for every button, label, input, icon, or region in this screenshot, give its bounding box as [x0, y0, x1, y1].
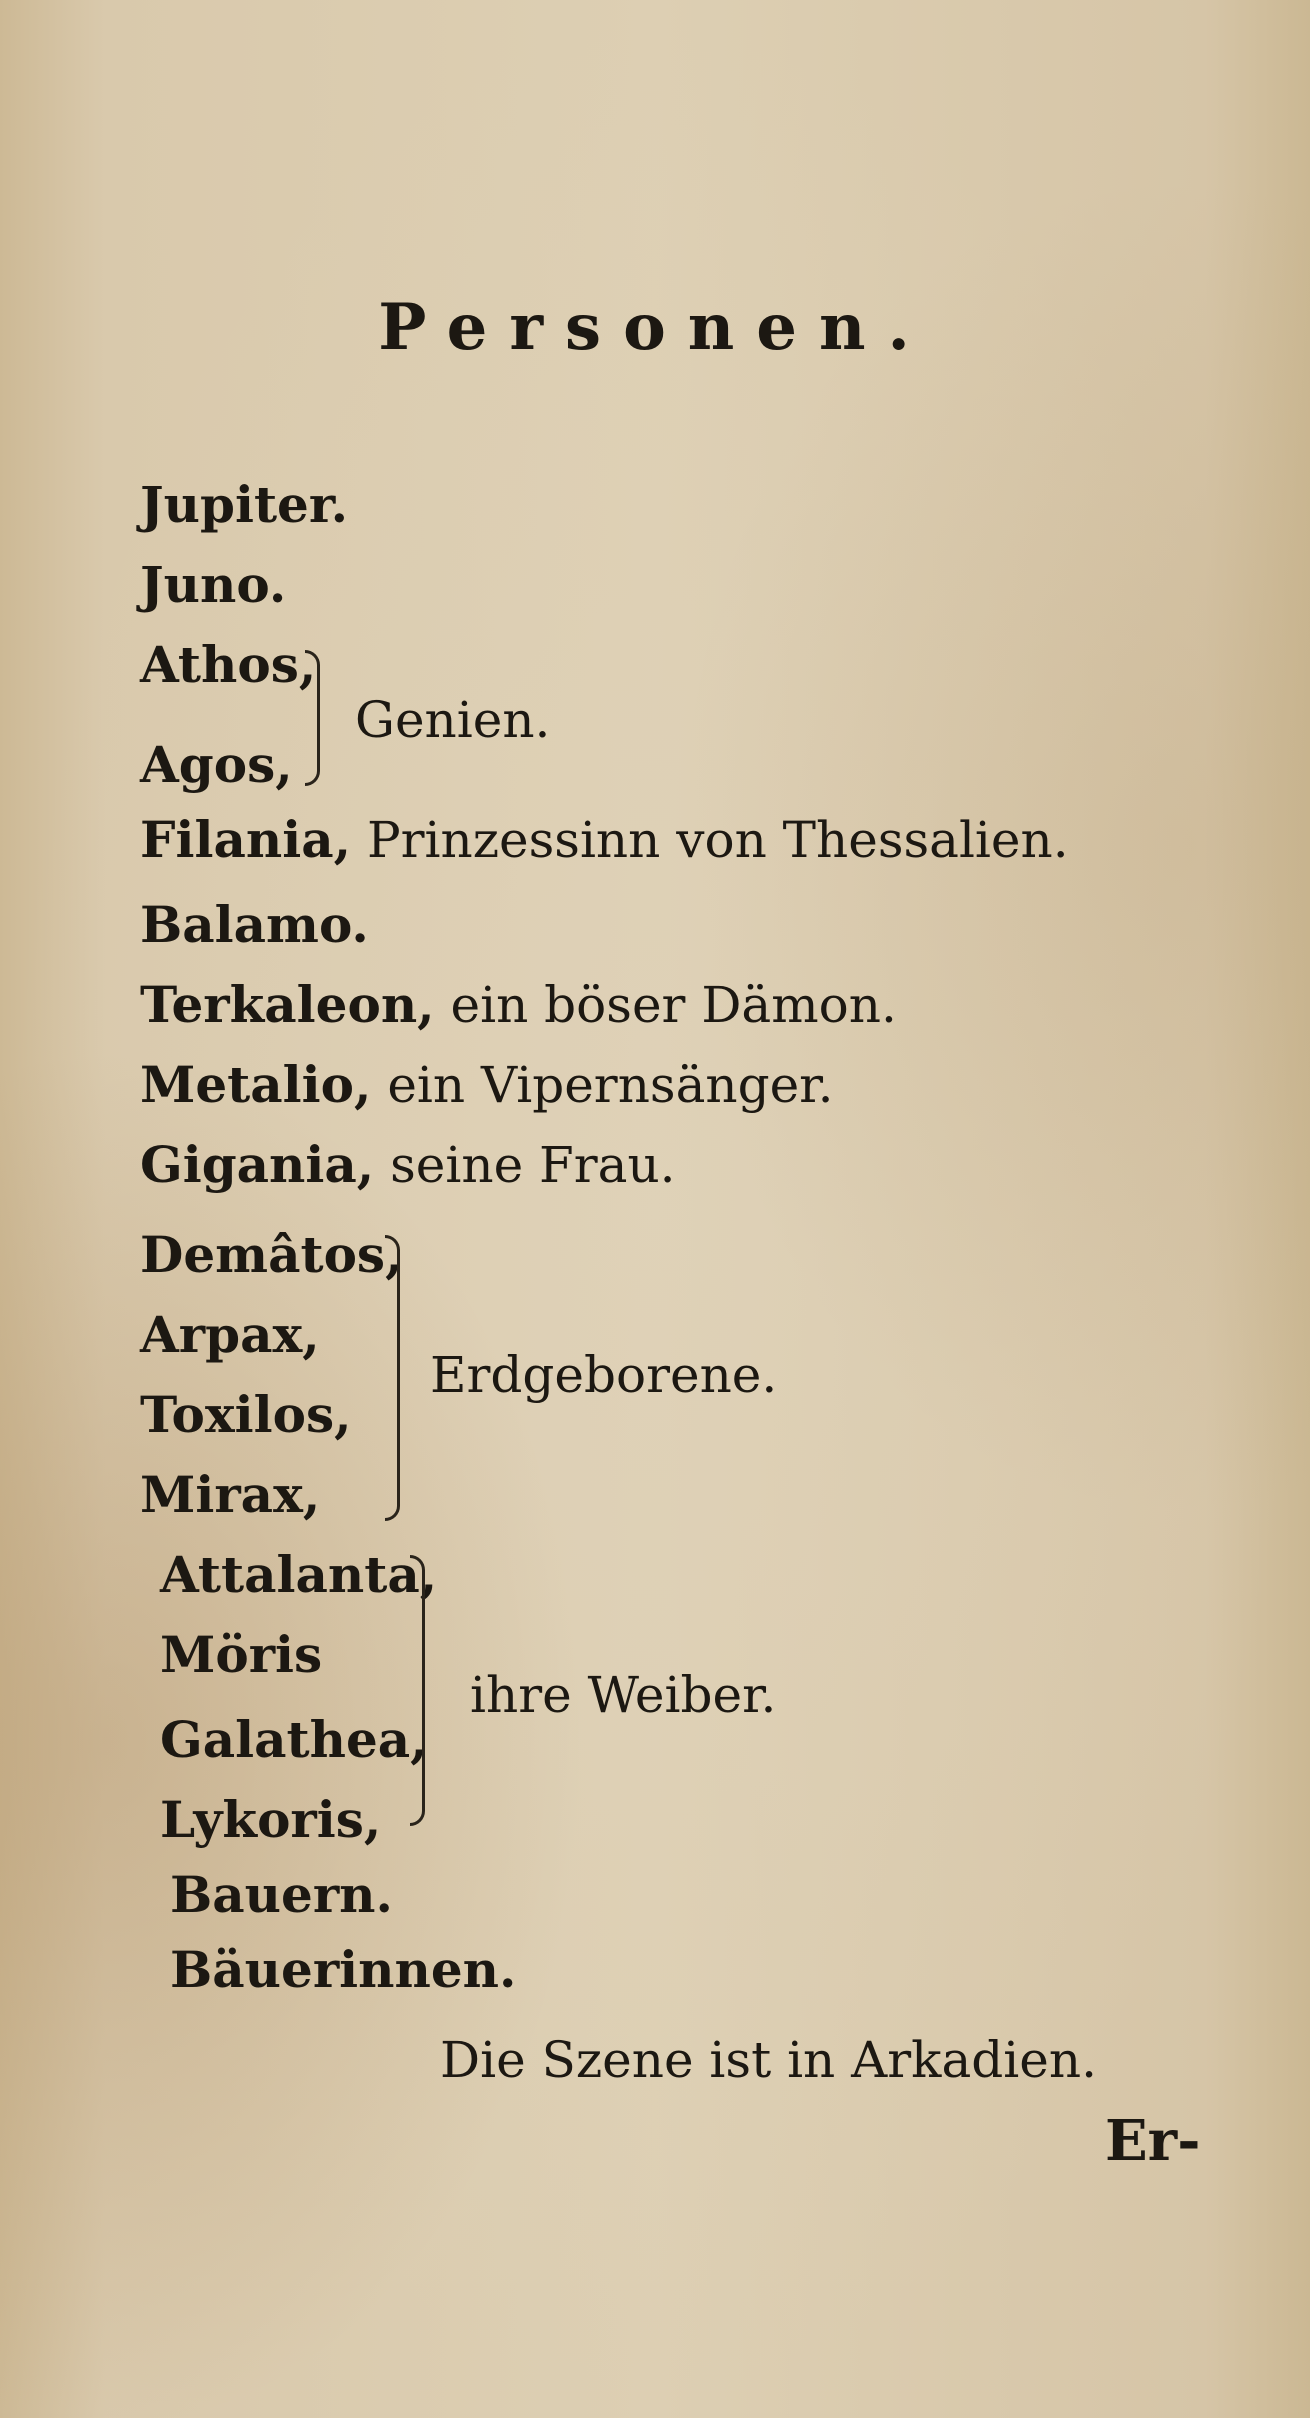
person-dematos: Demâtos, — [140, 1225, 403, 1284]
person-jupiter: Jupiter. — [140, 475, 349, 534]
group-weiber: ihre Weiber. — [470, 1666, 777, 1724]
person-athos: Athos, — [140, 635, 317, 694]
person-mirax: Mirax, — [140, 1465, 321, 1524]
person-filania: Filania, — [140, 810, 352, 869]
role-gigania: seine Frau. — [390, 1136, 676, 1194]
person-toxilos: Toxilos, — [140, 1385, 352, 1444]
brace-genien — [305, 650, 320, 786]
role-metalio: ein Vipernsänger. — [387, 1056, 834, 1114]
person-gigania: Gigania, — [140, 1135, 375, 1194]
person-moeris: Möris — [160, 1625, 323, 1684]
catchword: Er- — [1105, 2108, 1201, 2174]
page-title: Personen. — [378, 290, 932, 365]
person-juno: Juno. — [140, 555, 287, 614]
scene-note: Die Szene ist in Arkadien. — [440, 2031, 1097, 2089]
person-arpax: Arpax, — [140, 1305, 320, 1364]
person-baeuerinnen: Bäuerinnen. — [170, 1940, 517, 1999]
entry-metalio — [140, 1055, 833, 1115]
person-terkaleon: Terkaleon, — [140, 975, 435, 1034]
group-erdgeborene: Erdgeborene. — [430, 1346, 778, 1404]
person-attalanta: Attalanta, — [160, 1545, 438, 1604]
brace-erdgeborene — [385, 1235, 400, 1521]
entry-terkaleon — [140, 975, 897, 1035]
person-bauern: Bauern. — [170, 1865, 393, 1924]
group-genien: Genien. — [355, 691, 551, 749]
person-metalio: Metalio, — [140, 1055, 372, 1114]
person-lykoris: Lykoris, — [160, 1790, 382, 1849]
brace-weiber — [410, 1555, 425, 1826]
person-balamo: Balamo. — [140, 895, 369, 954]
entry-gigania — [140, 1135, 676, 1195]
role-terkaleon: ein böser Dämon. — [450, 976, 897, 1034]
person-galathea: Galathea, — [160, 1710, 428, 1769]
person-agos: Agos, — [140, 735, 293, 794]
entry-filania — [140, 810, 1069, 870]
role-filania: Prinzessinn von Thessalien. — [366, 811, 1069, 869]
